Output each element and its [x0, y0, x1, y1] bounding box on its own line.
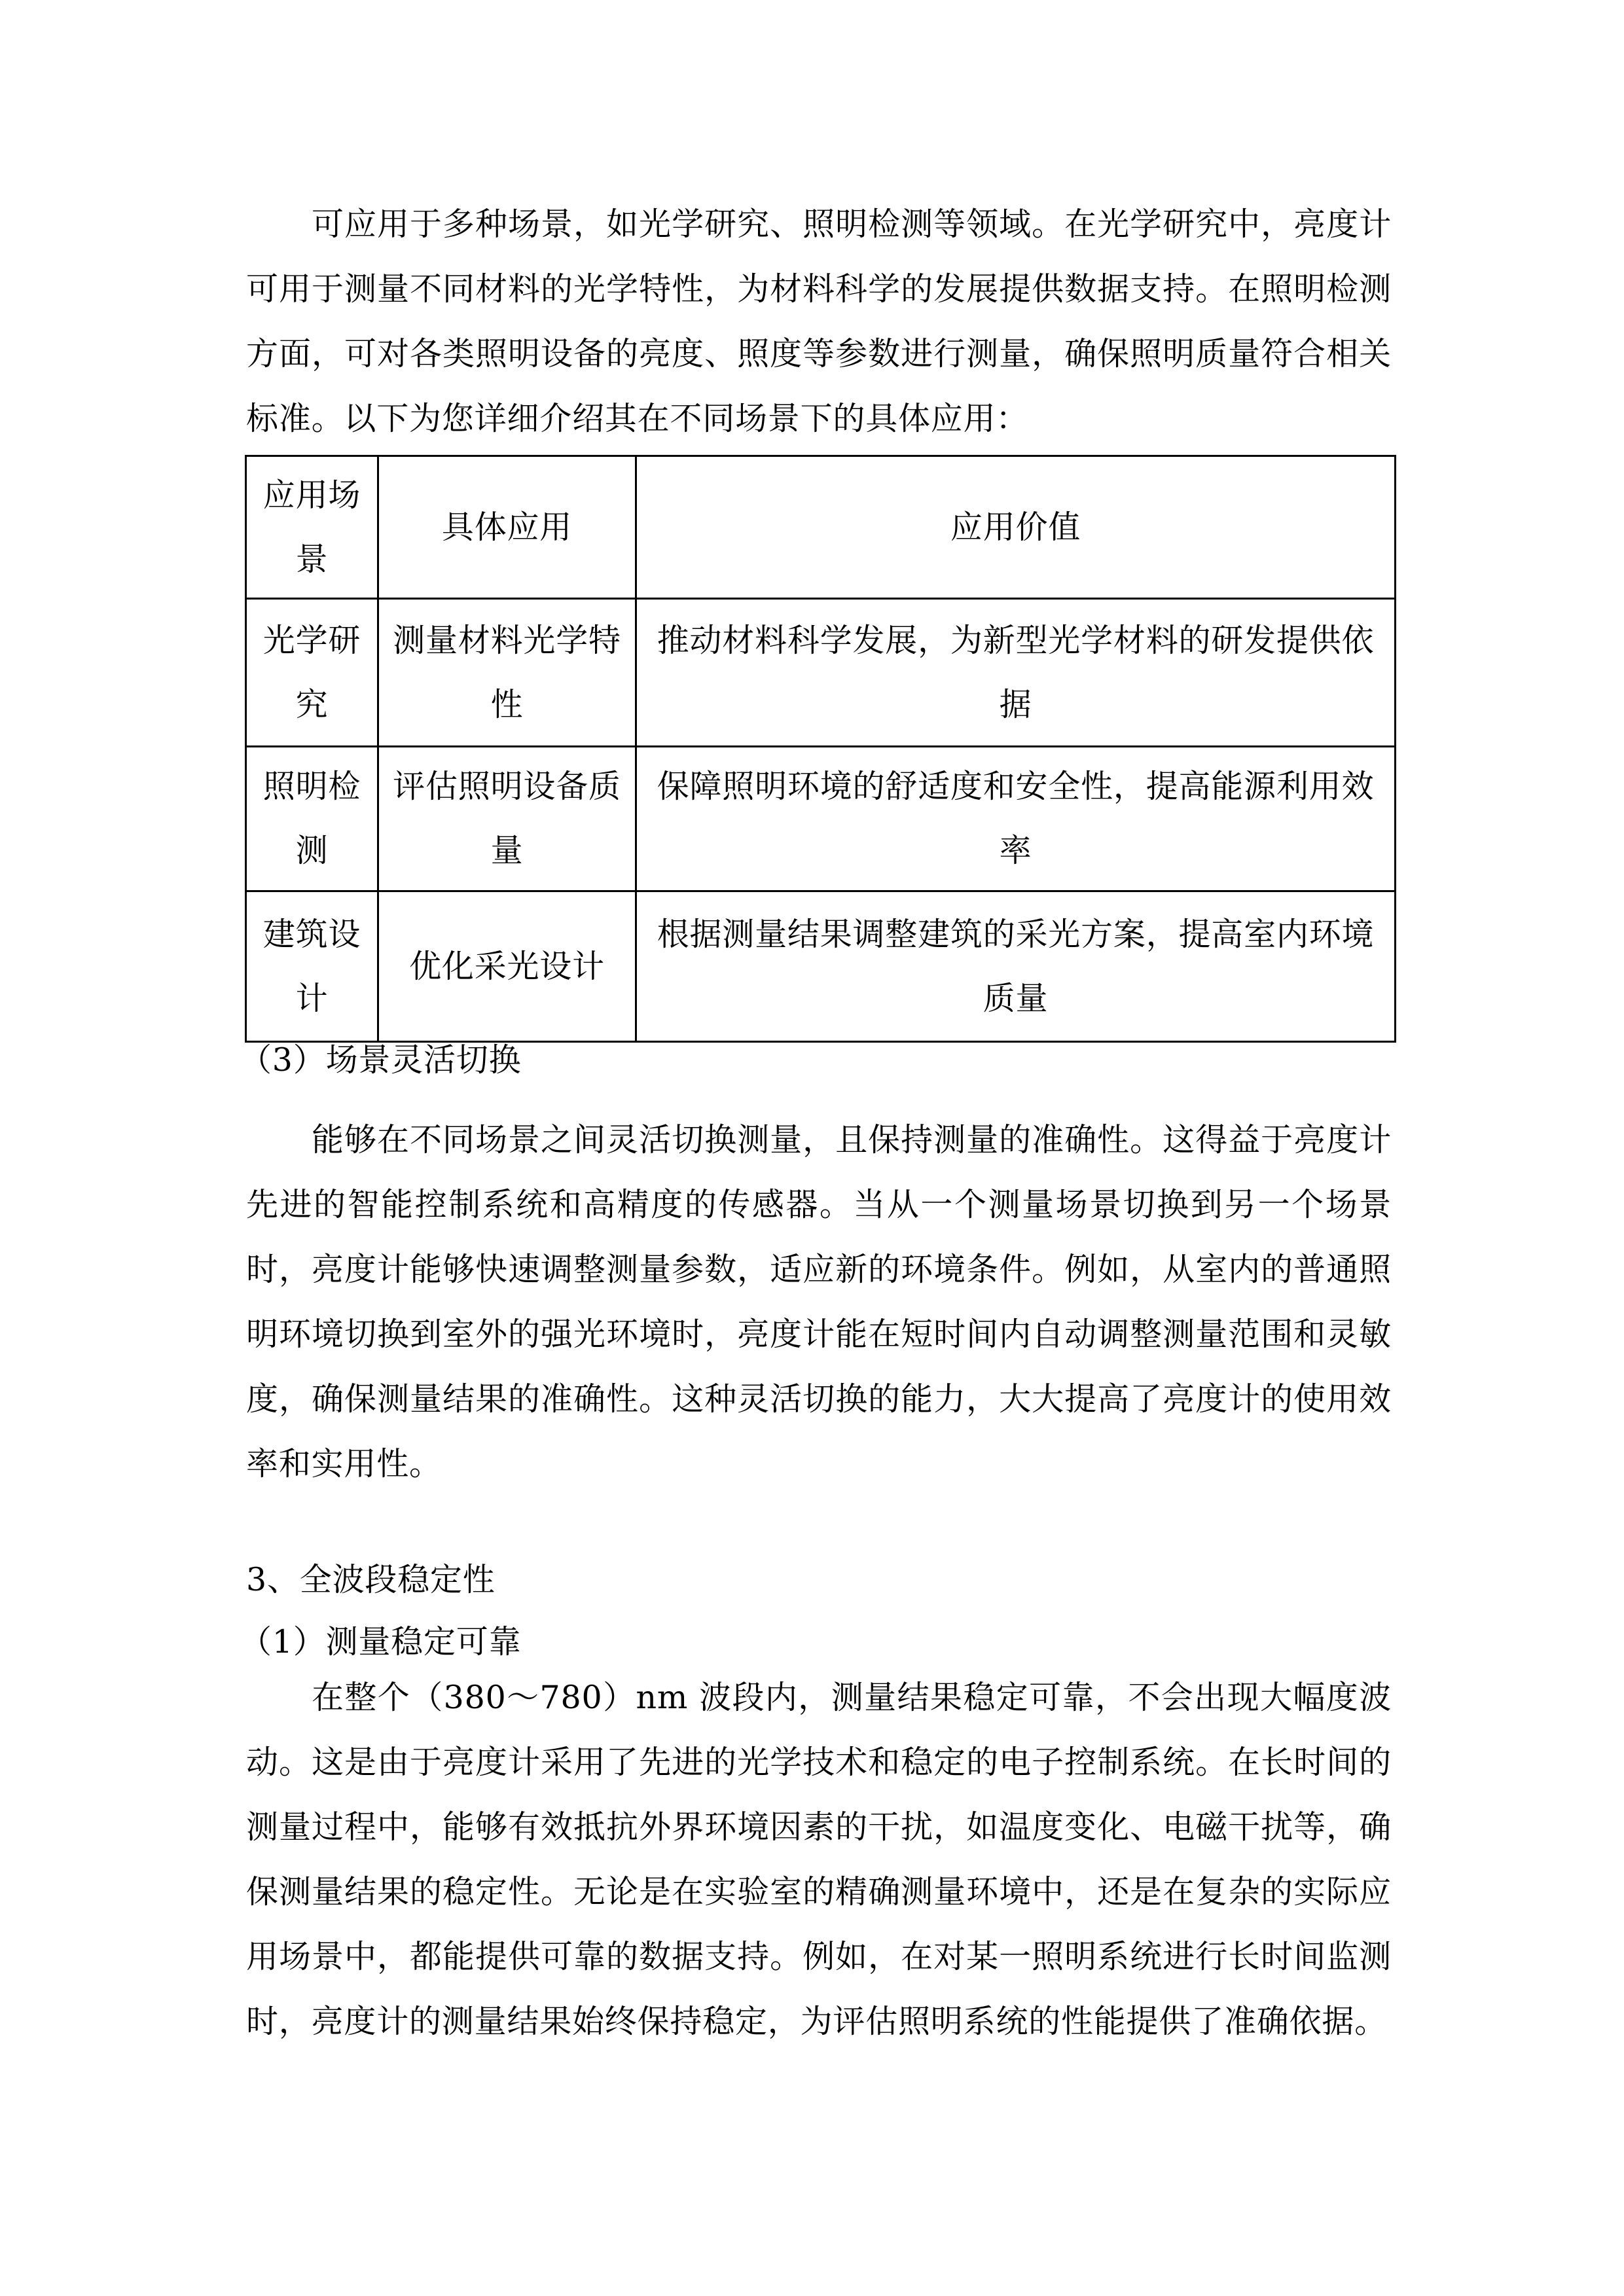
table-header-row: [246, 456, 1396, 599]
table-cell: 推动材料科学发展，为新型光学材料的研发提供依据: [657, 621, 1375, 723]
table-cell: 照明检测: [262, 768, 361, 869]
table-cell: 优化采光设计: [409, 947, 605, 985]
table-header-cell: 应用场景: [262, 476, 361, 578]
table-cell: 保障照明环境的舒适度和安全性，提高能源利用效率: [657, 768, 1375, 869]
table-header-cell: 应用价值: [950, 508, 1081, 546]
sub-heading: （1）测量稳定可靠: [240, 1623, 522, 1660]
section-heading: （3）场景灵活切换: [240, 1041, 522, 1079]
table-cell: 测量材料光学特性: [393, 621, 621, 723]
table-row: [246, 747, 1396, 891]
intro-paragraph: 可应用于多种场景，如光学研究、照明检测等领域。在光学研究中，亮度计可用于测量不同材料的光学特性，为材料科学的发展提供数据支持。在照明检测方面，可对各类照明设备的亮度、照度等参数进行测量，确保照明质量符合相关标准。以下为您详细介绍其在不同场景下的具体应用：: [246, 206, 1392, 437]
table-row: [246, 891, 1396, 1042]
sub-paragraph: 在整个（380～780）nm 波段内，测量结果稳定可靠，不会出现大幅度波动。这是由于亮度计采用了先进的光学技术和稳定的电子控制系统。在长时间的测量过程中，能够有效抵抗外界环境因素的干扰，如温度变化、电磁干扰等，确保测量结果的稳定性。无论是在实验室的精确测量环境中，还是在复杂的实际应用场景中，都能提供可靠的数据支持。例如，在对某一照明系统进行长时间监测时，亮度计的测量结果始终保持稳定，为评估照明系统的性能提供了准确依据。: [246, 1679, 1392, 2040]
application-table: [245, 455, 1396, 1043]
chapter-heading: 3、全波段稳定性: [246, 1561, 496, 1598]
table-cell: 评估照明设备质量: [393, 768, 621, 869]
table-cell: 光学研究: [262, 621, 361, 723]
table-cell: 根据测量结果调整建筑的采光方案，提高室内环境质量: [657, 915, 1375, 1017]
table-row: [246, 599, 1396, 747]
section-paragraph: 能够在不同场景之间灵活切换测量，且保持测量的准确性。这得益于亮度计先进的智能控制系统和高精度的传感器。当从一个测量场景切换到另一个场景时，亮度计能够快速调整测量参数，适应新的环境条件。例如，从室内的普通照明环境切换到室外的强光环境时，亮度计能在短时间内自动调整测量范围和灵敏度，确保测量结果的准确性。这种灵活切换的能力，大大提高了亮度计的使用效率和实用性。: [246, 1121, 1392, 1482]
table-cell: 建筑设计: [262, 915, 361, 1017]
table-header-cell: 具体应用: [441, 508, 573, 546]
